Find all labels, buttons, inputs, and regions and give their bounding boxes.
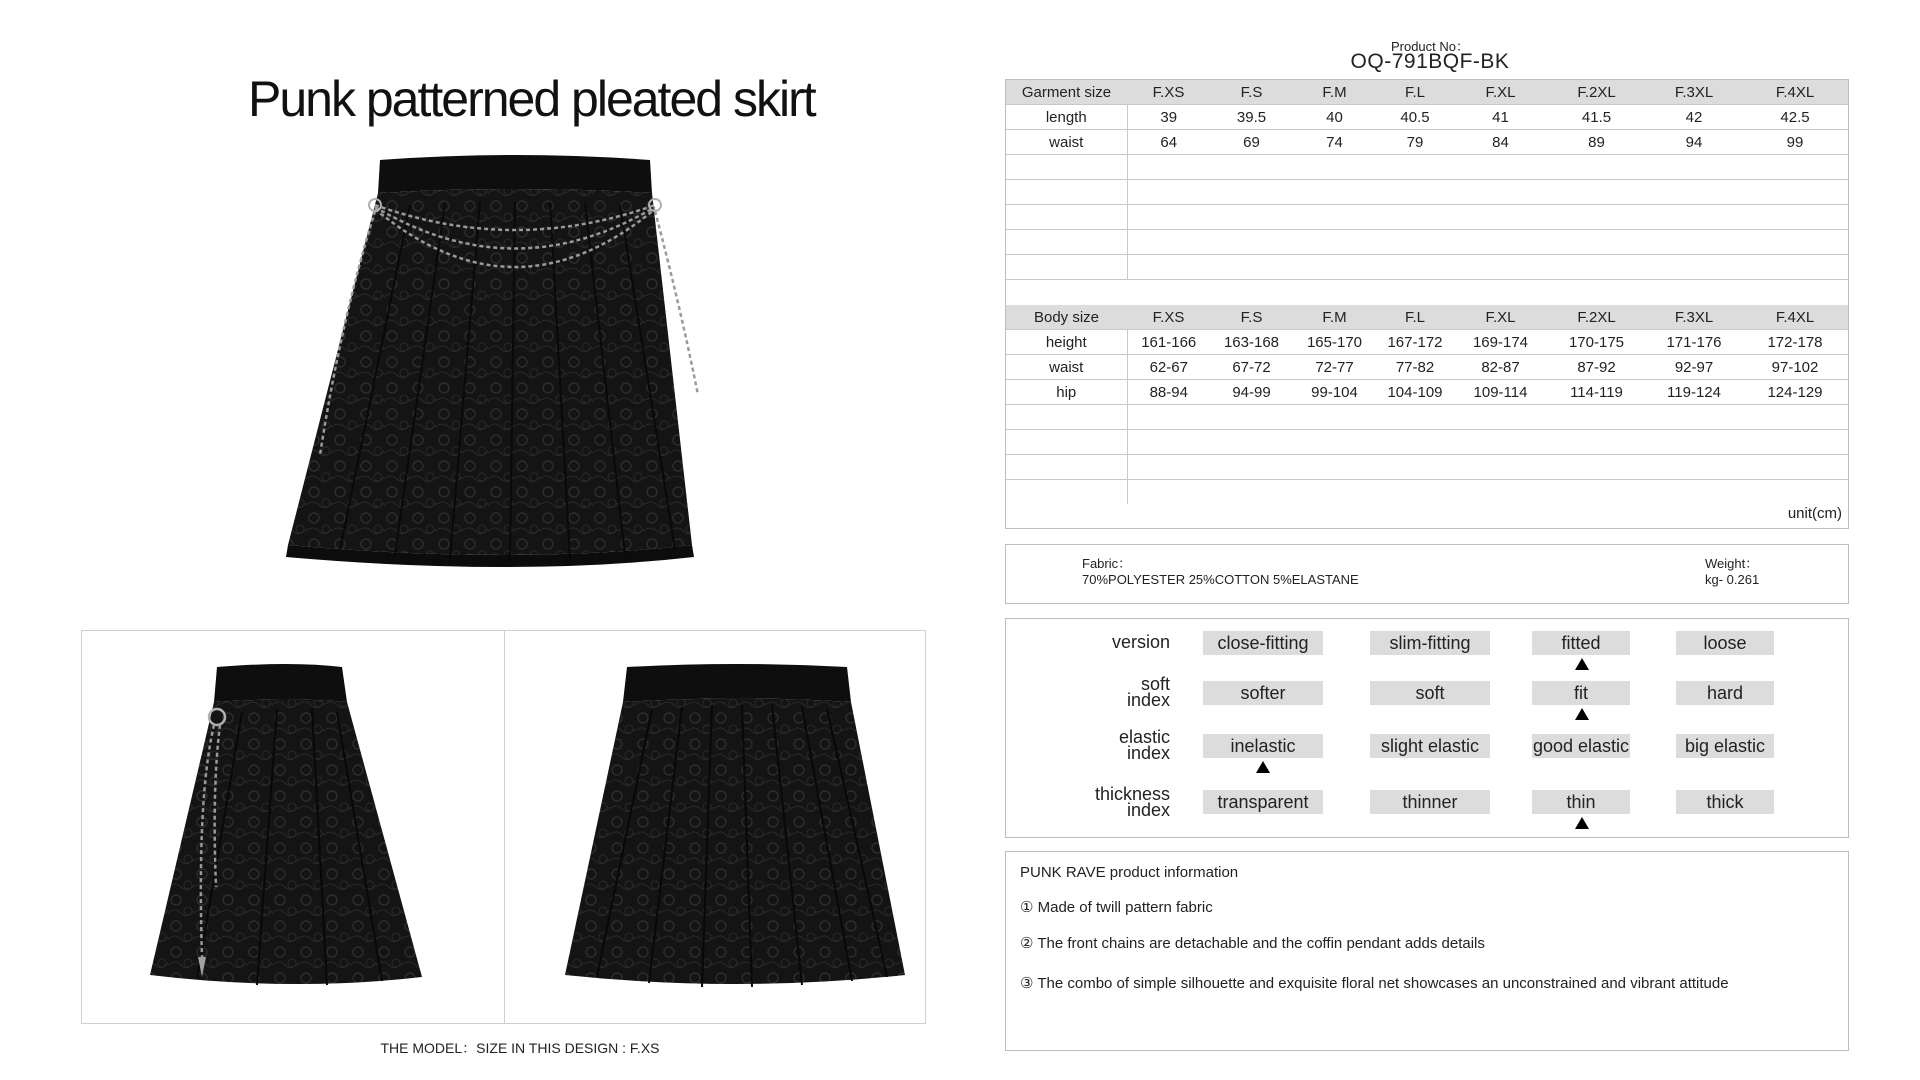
table-cell: F.4XL	[1742, 305, 1848, 330]
table-cell: 89	[1547, 130, 1646, 155]
attr-option: thin	[1532, 790, 1630, 814]
table-cell: F.3XL	[1646, 80, 1742, 105]
attr-label-line: soft	[1140, 674, 1170, 694]
table-cell: 99-104	[1293, 380, 1376, 405]
selected-marker-icon	[1575, 817, 1589, 829]
table-cell: F.XL	[1454, 305, 1547, 330]
table-cell: F.XS	[1127, 80, 1210, 105]
size-chart	[1005, 79, 1849, 529]
table-cell: F.L	[1376, 80, 1454, 105]
table-cell: 40.5	[1376, 105, 1454, 130]
attr-label-soft	[1005, 676, 1170, 708]
skirt-side-photo	[142, 657, 472, 997]
table-cell: 84	[1454, 130, 1547, 155]
attr-label-line: elastic	[1118, 727, 1170, 747]
selected-marker-icon	[1575, 658, 1589, 670]
selected-marker-icon	[1256, 761, 1270, 773]
table-cell: 165-170	[1293, 330, 1376, 355]
attr-option: thick	[1676, 790, 1774, 814]
table-row	[1006, 130, 1848, 155]
attr-label-elastic	[1005, 729, 1170, 761]
table-cell: 104-109	[1376, 380, 1454, 405]
table-cell: 42	[1646, 105, 1742, 130]
table-row-empty	[1006, 480, 1848, 505]
weight-label: Weight：	[1705, 556, 1759, 571]
table-cell: 82-87	[1454, 355, 1547, 380]
product-number: OQ-791BQF-BK	[1350, 50, 1510, 73]
table-row-empty	[1006, 180, 1848, 205]
skirt-back-photo	[557, 657, 917, 997]
fabric-info	[1082, 556, 1359, 588]
table-cell: 69	[1210, 130, 1293, 155]
table-cell: 39	[1127, 105, 1210, 130]
table-cell: 64	[1127, 130, 1210, 155]
table-cell: 67-72	[1210, 355, 1293, 380]
table-cell: F.XL	[1454, 80, 1547, 105]
table-cell: 92-97	[1646, 355, 1742, 380]
attr-option: inelastic	[1203, 734, 1323, 758]
table-cell: F.S	[1210, 80, 1293, 105]
table-cell: 124-129	[1742, 380, 1848, 405]
info-item: ① Made of twill pattern fabric	[1020, 899, 1213, 916]
table-header	[1006, 305, 1848, 330]
unit-label: unit(cm)	[1787, 505, 1842, 522]
table-cell: 170-175	[1547, 330, 1646, 355]
table-row-empty	[1006, 430, 1848, 455]
table-cell: 94-99	[1210, 380, 1293, 405]
table-cell: F.M	[1293, 305, 1376, 330]
table-cell: 74	[1293, 130, 1376, 155]
table-cell: Garment size	[1006, 80, 1127, 105]
attr-option: hard	[1676, 681, 1774, 705]
table-cell: 169-174	[1454, 330, 1547, 355]
attr-option: softer	[1203, 681, 1323, 705]
table-cell: 72-77	[1293, 355, 1376, 380]
table-cell: F.4XL	[1742, 80, 1848, 105]
product-number-label: Product No：	[1390, 39, 1470, 54]
table-cell: 77-82	[1376, 355, 1454, 380]
attr-label-line: index	[1126, 743, 1170, 763]
table-cell: 97-102	[1742, 355, 1848, 380]
model-size-note: THE MODEL：SIZE IN THIS DESIGN : F.XS	[380, 1040, 660, 1056]
table-cell: waist	[1006, 130, 1127, 155]
attr-option: fit	[1532, 681, 1630, 705]
table-cell: 161-166	[1127, 330, 1210, 355]
table-row-empty	[1006, 455, 1848, 480]
product-title: Punk patterned pleated skirt	[248, 71, 815, 127]
attr-option: good elastic	[1532, 736, 1630, 756]
photo-divider	[504, 631, 505, 1023]
skirt-front-photo	[280, 145, 750, 605]
table-cell: F.L	[1376, 305, 1454, 330]
weight-value: kg- 0.261	[1705, 572, 1760, 587]
table-row	[1006, 105, 1848, 130]
table-row-empty	[1006, 155, 1848, 180]
attr-label-version: version	[1111, 632, 1170, 652]
attr-label-line: index	[1126, 690, 1170, 710]
table-row-empty	[1006, 405, 1848, 430]
detail-photos-frame	[81, 630, 926, 1024]
table-row-empty	[1006, 255, 1848, 280]
table-cell: F.2XL	[1547, 80, 1646, 105]
table-row	[1006, 380, 1848, 405]
table-header	[1006, 80, 1848, 105]
info-item: ③ The combo of simple silhouette and exquisite floral net showcases an unconstrained and vibrant attitude	[1020, 975, 1729, 992]
table-cell: 172-178	[1742, 330, 1848, 355]
attr-option: slim-fitting	[1370, 631, 1490, 655]
table-cell: F.2XL	[1547, 305, 1646, 330]
attr-option: fitted	[1532, 631, 1630, 655]
attr-option: big elastic	[1676, 734, 1774, 758]
info-item: ② The front chains are detachable and the coffin pendant adds details	[1020, 935, 1485, 952]
table-cell: 39.5	[1210, 105, 1293, 130]
table-cell: 62-67	[1127, 355, 1210, 380]
table-cell: 41	[1454, 105, 1547, 130]
table-cell: 88-94	[1127, 380, 1210, 405]
attr-option: loose	[1676, 631, 1774, 655]
table-cell: 114-119	[1547, 380, 1646, 405]
attr-option: close-fitting	[1203, 631, 1323, 655]
table-row	[1006, 355, 1848, 380]
table-cell: 41.5	[1547, 105, 1646, 130]
table-row-empty	[1006, 230, 1848, 255]
selected-marker-icon	[1575, 708, 1589, 720]
table-cell: F.S	[1210, 305, 1293, 330]
table-cell: waist	[1006, 355, 1127, 380]
fabric-label: Fabric：	[1082, 556, 1132, 571]
table-cell: 109-114	[1454, 380, 1547, 405]
table-cell: length	[1006, 105, 1127, 130]
table-cell: 119-124	[1646, 380, 1742, 405]
table-cell: F.M	[1293, 80, 1376, 105]
product-info-title: PUNK RAVE product information	[1020, 864, 1239, 881]
table-cell: 171-176	[1646, 330, 1742, 355]
table-cell: 42.5	[1742, 105, 1848, 130]
table-cell: 163-168	[1210, 330, 1293, 355]
table-cell: 79	[1376, 130, 1454, 155]
table-cell: hip	[1006, 380, 1127, 405]
table-cell: Body size	[1006, 305, 1127, 330]
table-cell: 167-172	[1376, 330, 1454, 355]
table-cell: F.XS	[1127, 305, 1210, 330]
table-cell: 99	[1742, 130, 1848, 155]
table-cell: 94	[1646, 130, 1742, 155]
attr-label-thickness	[1005, 786, 1170, 818]
table-cell: 40	[1293, 105, 1376, 130]
attr-option: thinner	[1370, 790, 1490, 814]
attr-option: soft	[1370, 681, 1490, 705]
weight-info	[1705, 556, 1759, 588]
table-row-empty	[1006, 205, 1848, 230]
table-cell: F.3XL	[1646, 305, 1742, 330]
table-cell: height	[1006, 330, 1127, 355]
fabric-value: 70%POLYESTER 25%COTTON 5%ELASTANE	[1082, 572, 1359, 587]
table-cell: 87-92	[1547, 355, 1646, 380]
table-row	[1006, 330, 1848, 355]
body-size-table	[1006, 305, 1848, 504]
attr-option: slight elastic	[1370, 734, 1490, 758]
attr-label-line: index	[1126, 800, 1170, 820]
attr-label-line: thickness	[1094, 784, 1170, 804]
attr-option: transparent	[1203, 790, 1323, 814]
garment-size-table	[1006, 80, 1848, 280]
